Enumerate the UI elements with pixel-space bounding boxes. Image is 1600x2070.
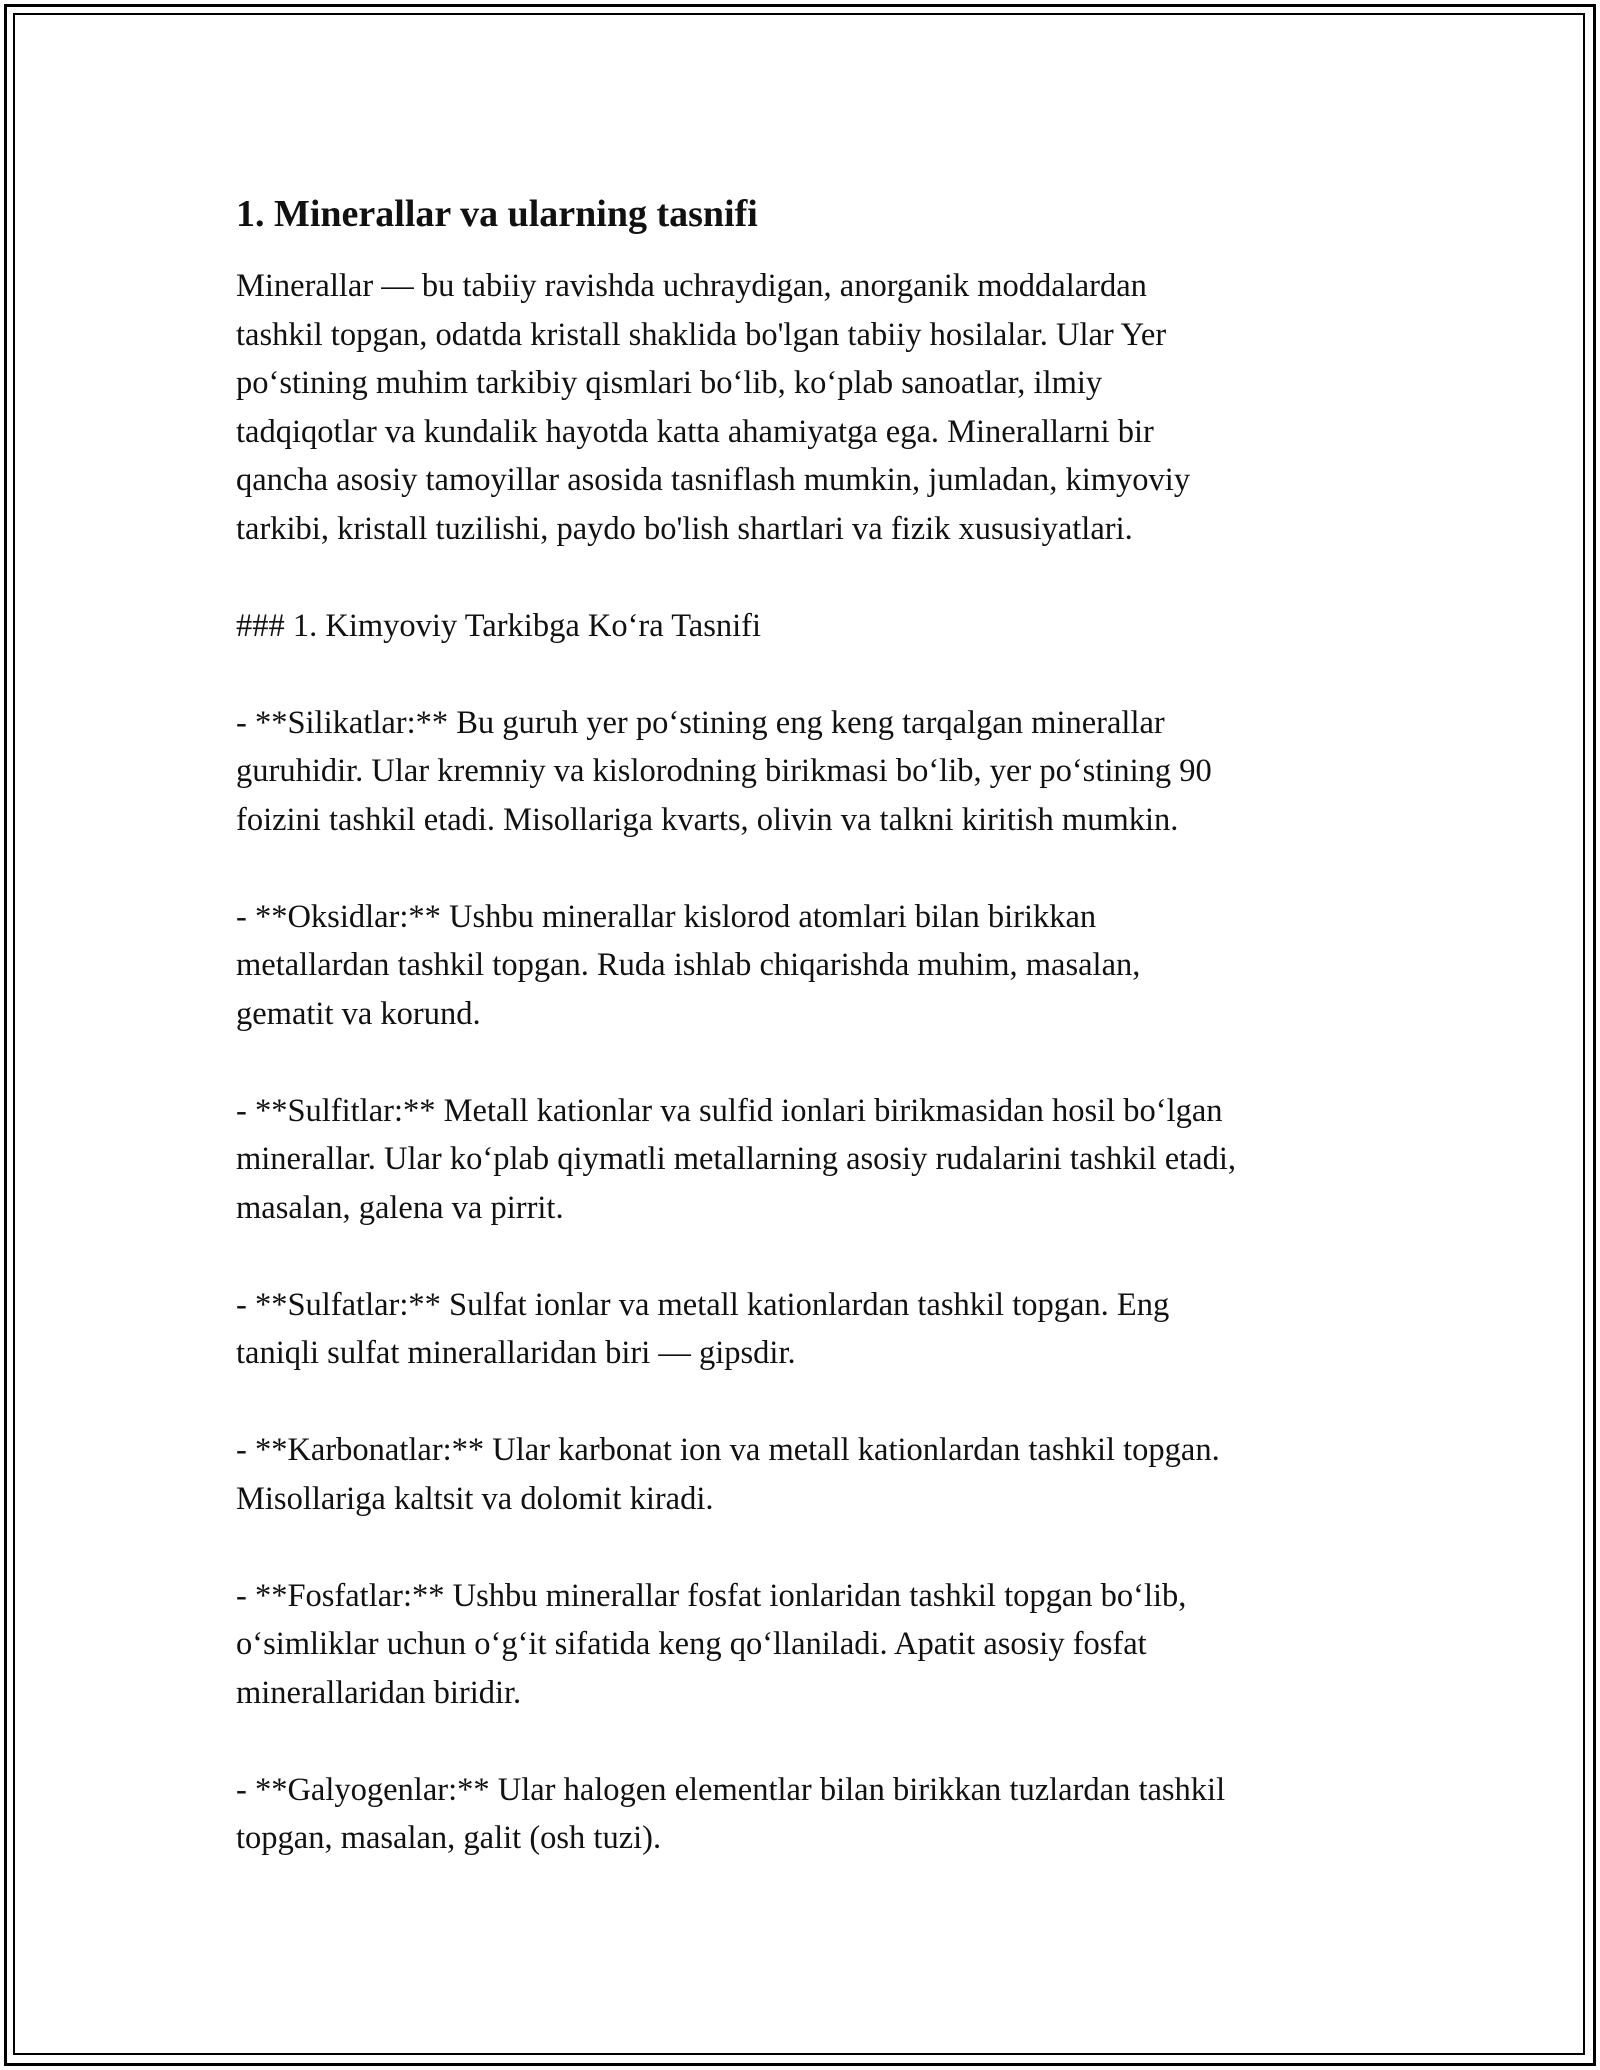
list-item-sulfitlar: - **Sulfitlar:** Metall kationlar va sulfid ionlari birikmasidan hosil bo‘lgan minerallar. Ular ko‘plab qiymatli metallarning asosiy rudalarini tashkil etadi, masalan, galena va pirrit. [236, 1092, 1236, 1226]
list-item-fosfatlar: - **Fosfatlar:** Ushbu minerallar fosfat ionlaridan tashkil topgan bo‘lib, o‘simliklar uchun o‘g‘it sifatida keng qo‘llaniladi. Apatit asosiy fosfat minerallaridan biridir. [236, 1577, 1187, 1711]
list-item-silikatlar: - **Silikatlar:** Bu guruh yer po‘stining eng keng tarqalgan minerallar guruhidir. Ular kremniy va kislorodning birikmasi bo‘lib, yer po‘stining 90 foizini tashkil etadi. Misollariga kvarts, olivin va talkni kiritish mumkin. [236, 704, 1212, 838]
document-body [236, 185, 1376, 1911]
list-item-galyogenlar: - **Galyogenlar:** Ular halogen elementlar bilan birikkan tuzlardan tashkil topgan, masalan, galit (osh tuzi). [236, 1771, 1226, 1856]
list-item-sulfatlar: - **Sulfatlar:** Sulfat ionlar va metall kationlardan tashkil topgan. Eng taniqli sulfat minerallaridan biri — gipsdir. [236, 1286, 1170, 1371]
list-item-karbonatlar: - **Karbonatlar:** Ular karbonat ion va metall kationlardan tashkil topgan. Misollariga kaltsit va dolomit kiradi. [236, 1432, 1220, 1517]
section-heading: ### 1. Kimyoviy Tarkibga Ko‘ra Tasnifi [236, 607, 761, 644]
intro-paragraph: Minerallar — bu tabiiy ravishda uchraydigan, anorganik moddalardan tashkil topgan, odatda kristall shaklida bo'lgan tabiiy hosilalar. Ular Yer po‘stining muhim tarkibiy qismlari bo‘lib, ko‘plab sanoatlar, ilmiy tadqiqotlar va kundalik hayotda katta ahamiyatga ega. Minerallarni bir qancha asosiy tamoyillar asosida tasniflash mumkin, jumladan, kimyoviy tarkibi, kristall tuzilishi, paydo bo'lish shartlari va fizik xususiyatlari. [236, 268, 1191, 547]
document-title: 1. Minerallar va ularning tasnifi [236, 193, 758, 235]
list-item-oksidlar: - **Oksidlar:** Ushbu minerallar kislorod atomlari bilan birikkan metallardan tashkil topgan. Ruda ishlab chiqarishda muhim, masalan, gematit va korund. [236, 898, 1141, 1032]
